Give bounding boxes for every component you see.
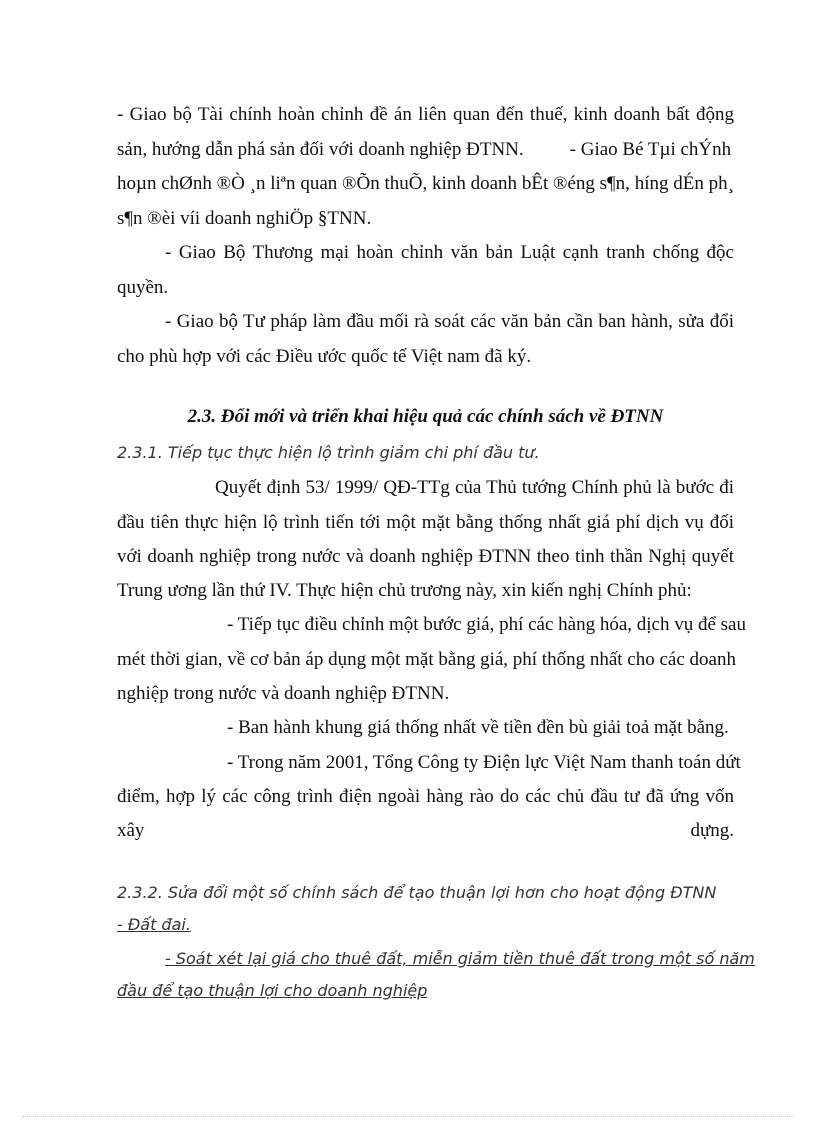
paragraph-text: - Giao Bộ Thương mại hoàn chỉnh văn bản Luật cạnh tranh chống độc: [165, 242, 734, 263]
subsection-heading: 2.3.1. Tiếp tục thực hiện lộ trình giảm chi phí đầu tư.: [117, 443, 540, 462]
paragraph-line: [117, 277, 734, 299]
land-item-text: đầu để tạo thuận lợi cho doanh nghiệp: [117, 981, 428, 1000]
paragraph-text: - Giao bộ Tư pháp làm đầu mối rà soát các văn bản cần ban hành, sửa đổi: [165, 311, 734, 332]
paragraph-line: [117, 104, 734, 126]
paragraph-text: dựng.: [690, 820, 734, 841]
land-item-text: - Soát xét lại giá cho thuê đất, miễn giảm tiền thuê đất trong một số năm: [165, 949, 755, 968]
paragraph-line: [117, 546, 734, 568]
land-item-line: [117, 980, 734, 1002]
paragraph-text: cho phù hợp với các Điều ước quốc tế Việt nam đã ký.: [117, 346, 532, 367]
garbled-line: [117, 173, 734, 195]
paragraph-text: quyền.: [117, 277, 169, 298]
paragraph-line: [117, 346, 734, 368]
paragraph-line: [117, 717, 734, 739]
paragraph-text: sản, hướng dẫn phá sản đối với doanh nghiệp ĐTNN.: [117, 139, 524, 160]
paragraph-line: [117, 242, 734, 264]
paragraph-line: [117, 683, 734, 705]
paragraph-text: xây: [117, 820, 145, 841]
paragraph-text: - Trong năm 2001, Tổng Công ty Điện lực Việt Nam thanh toán dứt: [227, 752, 741, 773]
section-heading: 2.3. Đổi mới và triển khai hiệu quả các chính sách về ĐTNN: [187, 406, 664, 427]
paragraph-text: Quyết định 53/ 1999/ QĐ-TTg của Thủ tướng Chính phủ là bước đi: [215, 477, 734, 498]
paragraph-text: đầu tiên thực hiện lộ trình tiến tới một mặt bằng thống nhất giá phí dịch vụ đối: [117, 512, 734, 533]
land-heading: - Đất đai.: [117, 915, 191, 934]
paragraph-line: [117, 580, 734, 602]
subsection-heading: 2.3.2. Sửa đổi một số chính sách để tạo thuận lợi hơn cho hoạt động ĐTNN: [117, 883, 717, 902]
paragraph-line: [117, 752, 741, 774]
land-item-line: [117, 948, 755, 970]
paragraph-line: [117, 614, 746, 636]
paragraph-text: - Giao bộ Tài chính hoàn chỉnh đề án liên quan đến thuế, kinh doanh bất động: [117, 104, 734, 125]
garbled-text: s¶n ®èi víi doanh nghiÖp §TNN.: [117, 208, 372, 229]
garbled-line: [117, 208, 734, 230]
paragraph-text: mét thời gian, về cơ bản áp dụng một mặt bằng giá, phí thống nhất cho các doanh: [117, 649, 736, 670]
paragraph-text: - Tiếp tục điều chỉnh một bước giá, phí các hàng hóa, dịch vụ để sau: [227, 614, 746, 635]
paragraph-line: [117, 477, 734, 499]
garbled-text: hoµn chØnh ®Ò ¸n liªn quan ®Õn thuÕ, kinh doanh bÊt ®éng s¶n, híng dÉn ph¸: [117, 173, 734, 194]
page-bottom-border: [22, 1116, 794, 1117]
paragraph-line: [117, 820, 734, 842]
paragraph-line: [117, 649, 734, 671]
paragraph-text: điểm, hợp lý các công trình điện ngoài hàng rào do các chủ đầu tư đã ứng vốn: [117, 786, 734, 807]
paragraph-line: [117, 139, 734, 161]
paragraph-text: nghiệp trong nước và doanh nghiệp ĐTNN.: [117, 683, 450, 704]
paragraph-line: [117, 311, 734, 333]
paragraph-text: - Ban hành khung giá thống nhất về tiền đền bù giải toả mặt bằng.: [227, 717, 729, 738]
garbled-text: - Giao Bé Tµi chÝnh: [569, 139, 732, 160]
paragraph-text: với doanh nghiệp trong nước và doanh nghiệp ĐTNN theo tinh thần Nghị quyết: [117, 546, 734, 567]
paragraph-line: [117, 512, 734, 534]
paragraph-line: [117, 786, 734, 808]
paragraph-text: Trung ương lần thứ IV. Thực hiện chủ trương này, xin kiến nghị Chính phủ:: [117, 580, 692, 601]
